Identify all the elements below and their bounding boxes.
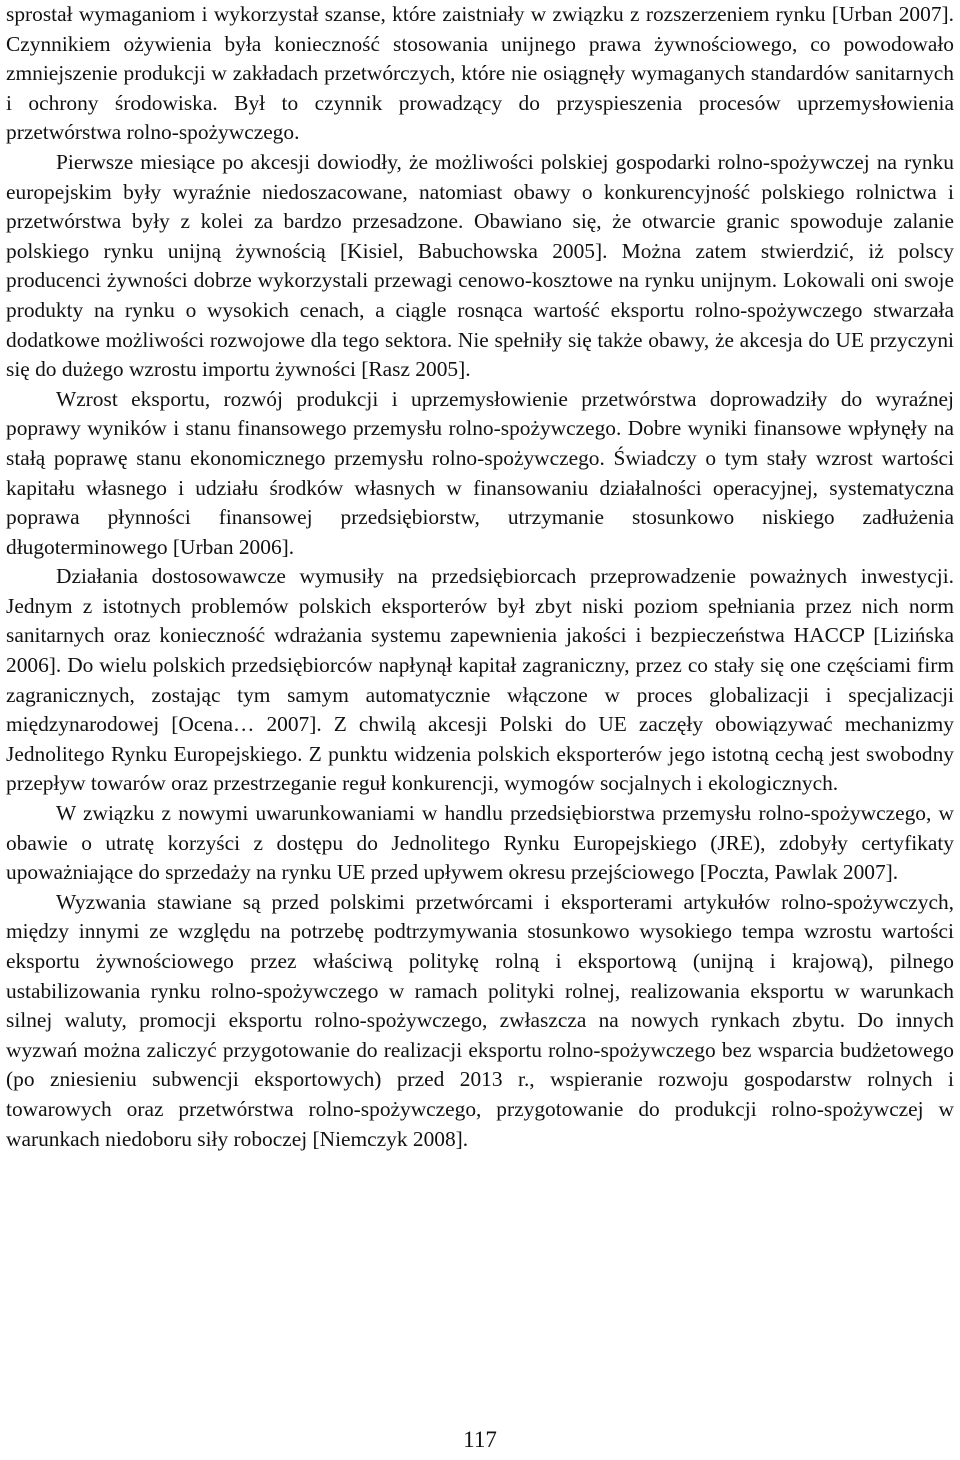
- document-body: [6, 0, 954, 1154]
- paragraph-4: Działania dostosowawcze wymusiły na przedsiębiorcach przeprowadzenie poważnych inwestycji. Jednym z istotnych problemów polskich eksporterów był zbyt niski poziom spełniania przez nich norm sanitarnych oraz konieczność wdrażania systemu zapewnienia jakości i bezpieczeństwa HACCP [Lizińska 2006]. Do wielu polskich przedsiębiorców napłynął kapitał zagraniczny, przez co stały się one częściami firm zagranicznych, zostając tym samym automatycznie włączone w proces globalizacji i specjalizacji międzynarodowej [Ocena… 2007]. Z chwilą akcesji Polski do UE zaczęły obowiązywać mechanizmy Jednolitego Rynku Europejskiego. Z punktu widzenia polskich eksporterów jego istotną cechą jest swobodny przepływ towarów oraz przestrzeganie reguł konkurencji, wymogów socjalnych i ekologicznych.: [6, 564, 954, 796]
- paragraph-3: Wzrost eksportu, rozwój produkcji i uprzemysłowienie przetwórstwa doprowadziły do wyraźnej poprawy wyników i stanu finansowego przemysłu rolno-spożywczego. Dobre wyniki finansowe wpłynęły na stałą poprawę stanu ekonomicznego przemysłu rolno-spożywczego. Świadczy o tym stały wzrost wartości kapitału własnego i udziału środków własnych w finansowaniu działalności operacyjnej, systematyczna poprawa płynności finansowej przedsiębiorstw, utrzymanie stosunkowo niskiego zadłużenia długoterminowego [Urban 2006].: [6, 386, 954, 559]
- paragraph-6: Wyzwania stawiane są przed polskimi przetwórcami i eksporterami artykułów rolno-spożywczych, między innymi ze względu na potrzebę podtrzymywania stosunkowo wysokiego tempa wzrostu wartości eksportu żywnościowego przez właściwą politykę rolną i eksportową (unijną i krajową), pilnego ustabilizowania rynku rolno-spożywczego w ramach polityki rolnej, realizowania eksportu w warunkach silnej waluty, promocji eksportu rolno-spożywczego, zwłaszcza na nowych rynkach zbytu. Do innych wyzwań można zaliczyć przygotowanie do realizacji eksportu rolno-spożywczego bez wsparcia budżetowego (po zniesieniu subwencji eksportowych) przed 2013 r., wspieranie rozwoju gospodarstw rolnych i towarowych oraz przetwórstwa rolno-spożywczego, przygotowanie do produkcji rolno-spożywczej w warunkach niedoboru siły roboczej [Niemczyk 2008].: [6, 889, 954, 1151]
- page-number: 117: [463, 1427, 497, 1452]
- paragraph-2: Pierwsze miesiące po akcesji dowiodły, że możliwości polskiej gospodarki rolno-spożywczej na rynku europejskim były wyraźnie niedoszacowane, natomiast obawy o konkurencyjność polskiego rolnictwa i przetwórstwa były z kolei za bardzo przesadzone. Obawiano się, że otwarcie granic spowoduje zalanie polskiego rynku unijną żywnością [Kisiel, Babuchowska 2005]. Można zatem stwierdzić, iż polscy producenci żywności dobrze wykorzystali przewagi cenowo-kosztowe na rynku unijnym. Lokowali oni swoje produkty na rynku o wysokich cenach, a ciągle rosnąca wartość eksportu rolno-spożywczego stwarzała dodatkowe możliwości rozwojowe dla tego sektora. Nie spełniły się także obawy, że akcesja do UE przyczyni się do dużego wzrostu importu żywności [Rasz 2005].: [6, 149, 954, 382]
- paragraph-1: sprostał wymaganiom i wykorzystał szanse, które zaistniały w związku z rozszerzeniem rynku [Urban 2007]. Czynnikiem ożywienia była konieczność stosowania unijnego prawa żywnościowego, co powodowało zmniejszenie produkcji w zakładach przetwórczych, które nie osiągnęły wymaganych standardów sanitarnych i ochrony środowiska. Był to czynnik prowadzący do przyspieszenia procesów uprzemysłowienia przetwórstwa rolno-spożywczego.: [6, 2, 954, 145]
- paragraph-5: W związku z nowymi uwarunkowaniami w handlu przedsiębiorstwa przemysłu rolno-spożywczego, w obawie o utratę korzyści z dostępu do Jednolitego Rynku Europejskiego (JRE), zdobyły certyfikaty upoważniające do sprzedaży na rynku UE przed upływem okresu przejściowego [Poczta, Pawlak 2007].: [6, 801, 954, 885]
